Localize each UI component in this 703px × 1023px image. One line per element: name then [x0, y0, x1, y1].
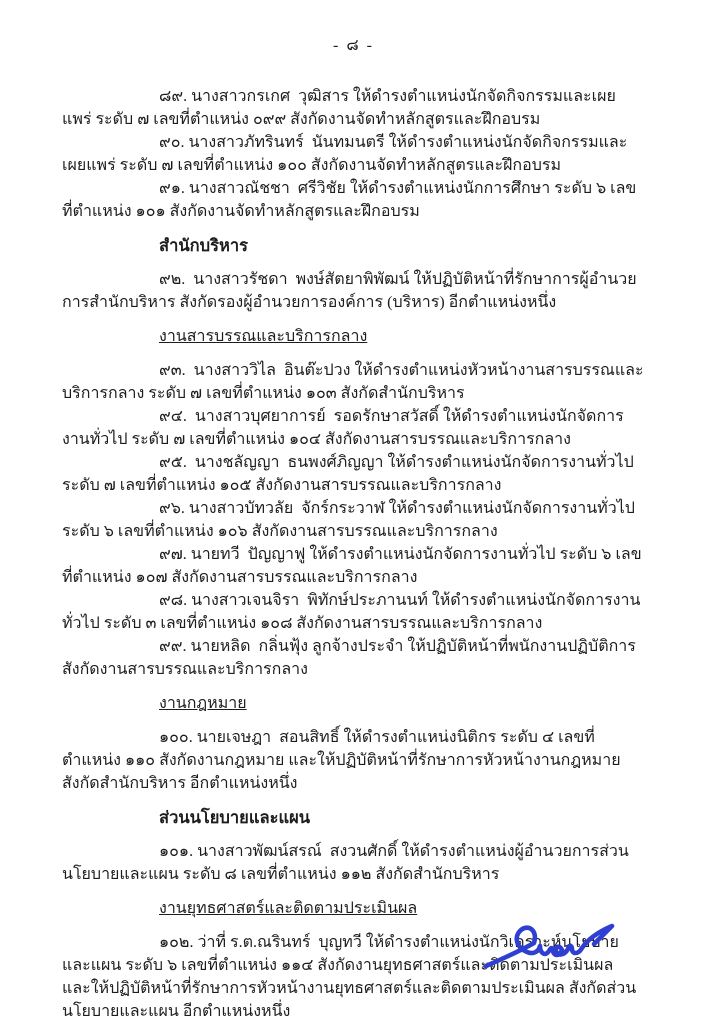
appointment-item-89: ๘๙. นางสาวกรเกศ วุฒิสาร ให้ดำรงตำแหน่งนักจัดกิจกรรมและเผยแพร่ ระดับ ๗ เลขที่ตำแหน่ง ๐๙๙ สังกัดงานจัดทำหลักสูตรและฝึกอบรม — [62, 88, 616, 128]
subsection-heading-records-and-central-services: งานสารบรรณและบริการกลาง — [159, 328, 368, 345]
subsection-heading-legal-affairs: งานกฎหมาย — [159, 695, 247, 712]
appointment-item-90: ๙๐. นางสาวภัทรินทร์ นันทมนตรี ให้ดำรงตำแหน่งนักจัดกิจกรรมและเผยแพร่ ระดับ ๗ เลขที่ตำแหน่ง ๑๐๐ สังกัดงานจัดทำหลักสูตรและฝึกอบรม — [62, 134, 628, 174]
appointment-item-99: ๙๙. นายหลิด กลิ่นฟุ้ง ลูกจ้างประจำ ให้ปฏิบัติหน้าที่พนักงานปฏิบัติการ สังกัดงานสารบรรณและบริการกลาง — [62, 638, 640, 678]
appointment-item-95: ๙๕. นางชลัญญา ธนพงศ์ภิญญา ให้ดำรงตำแหน่งนักจัดการงานทั่วไป ระดับ ๗ เลขที่ตำแหน่ง ๑๐๕ สังกัดงานสารบรรณและบริการกลาง — [62, 454, 638, 494]
signature-stroke — [486, 926, 612, 966]
page-number: - ๘ - — [333, 37, 374, 54]
appointment-item-102: ๑๐๒. ว่าที่ ร.ต.ณรินทร์ บุญทวี ให้ดำรงตำแหน่งนักวิเคราะห์นโยบายและแผน ระดับ ๖ เลขที่ตำแหน่ง ๑๑๔ สังกัดงานยุทธศาสตร์และติดตามประเมินผล และให้ปฏิบัติหน้าที่รักษาการหัวหน้างานยุทธศาสตร์และติดตามประเมินผล สังกัดส่วนนโยบายและแผน อีกตำแหน่งหนึ่ง — [62, 934, 637, 1020]
section-heading-policy-and-plan-division: ส่วนนโยบายและแผน — [159, 808, 311, 827]
appointment-item-93: ๙๓. นางสาววิไล อินต๊ะปวง ให้ดำรงตำแหน่งหัวหน้างานสารบรรณและบริการกลาง ระดับ ๗ เลขที่ตำแหน่ง ๑๐๓ สังกัดสำนักบริหาร — [62, 362, 644, 402]
appointment-item-91: ๙๑. นางสาวณัชชา ศรีวิชัย ให้ดำรงตำแหน่งนักการศึกษา ระดับ ๖ เลขที่ตำแหน่ง ๑๐๑ สังกัดงานจัดทำหลักสูตรและฝึกอบรม — [62, 180, 637, 220]
appointment-item-98: ๙๘. นางสาวเจนจิรา พิทักษ์ประภานนท์ ให้ดำรงตำแหน่งนักจัดการงานทั่วไป ระดับ ๓ เลขที่ตำแหน่ง ๑๐๘ สังกัดงานสารบรรณและบริการกลาง — [62, 592, 641, 632]
appointment-item-96: ๙๖. นางสาวบัทวลัย จักร์กระวาฬ ให้ดำรงตำแหน่งนักจัดการงานทั่วไป ระดับ ๖ เลขที่ตำแหน่ง ๑๐๖ สังกัดงานสารบรรณและบริการกลาง — [62, 500, 639, 540]
section-heading-administration-office: สำนักบริหาร — [159, 236, 248, 255]
appointment-item-92: ๙๒. นางสาวรัชดา พงษ์สัตยาพิพัฒน์ ให้ปฏิบัติหน้าที่รักษาการผู้อำนวยการสำนักบริหาร สังกัดรองผู้อำนวยการองค์การ (บริหาร) อีกตำแหน่งหนึ่ง — [62, 271, 637, 311]
appointment-item-94: ๙๔. นางสาวบุศยาการย์ รอดรักษาสวัสดิ์ ให้ดำรงตำแหน่งนักจัดการงานทั่วไป ระดับ ๗ เลขที่ตำแหน่ง ๑๐๔ สังกัดงานสารบรรณและบริการกลาง — [62, 408, 624, 448]
subsection-heading-strategy-and-evaluation: งานยุทธศาสตร์และติดตามประเมินผล — [159, 900, 418, 917]
signature-scribble-icon — [482, 914, 622, 980]
signature — [482, 914, 622, 980]
appointment-item-100: ๑๐๐. นายเจษฎา สอนสิทธิ์ ให้ดำรงตำแหน่งนิติกร ระดับ ๔ เลขที่ตำแหน่ง ๑๑๐ สังกัดงานกฎหมาย และให้ปฏิบัติหน้าที่รักษาการหัวหน้างานกฎหมาย สังกัดสำนักบริหาร อีกตำแหน่งหนึ่ง — [62, 729, 625, 792]
appointment-item-97: ๙๗. นายทวี ปัญญาฟู ให้ดำรงตำแหน่งนักจัดการงานทั่วไป ระดับ ๖ เลขที่ตำแหน่ง ๑๐๗ สังกัดงานสารบรรณและบริการกลาง — [62, 546, 642, 586]
appointment-item-101: ๑๐๑. นางสาวพัฒน์สรณ์ สงวนศักดิ์ ให้ดำรงตำแหน่งผู้อำนวยการส่วนนโยบายและแผน ระดับ ๘ เลขที่ตำแหน่ง ๑๑๒ สังกัดสำนักบริหาร — [62, 843, 629, 883]
